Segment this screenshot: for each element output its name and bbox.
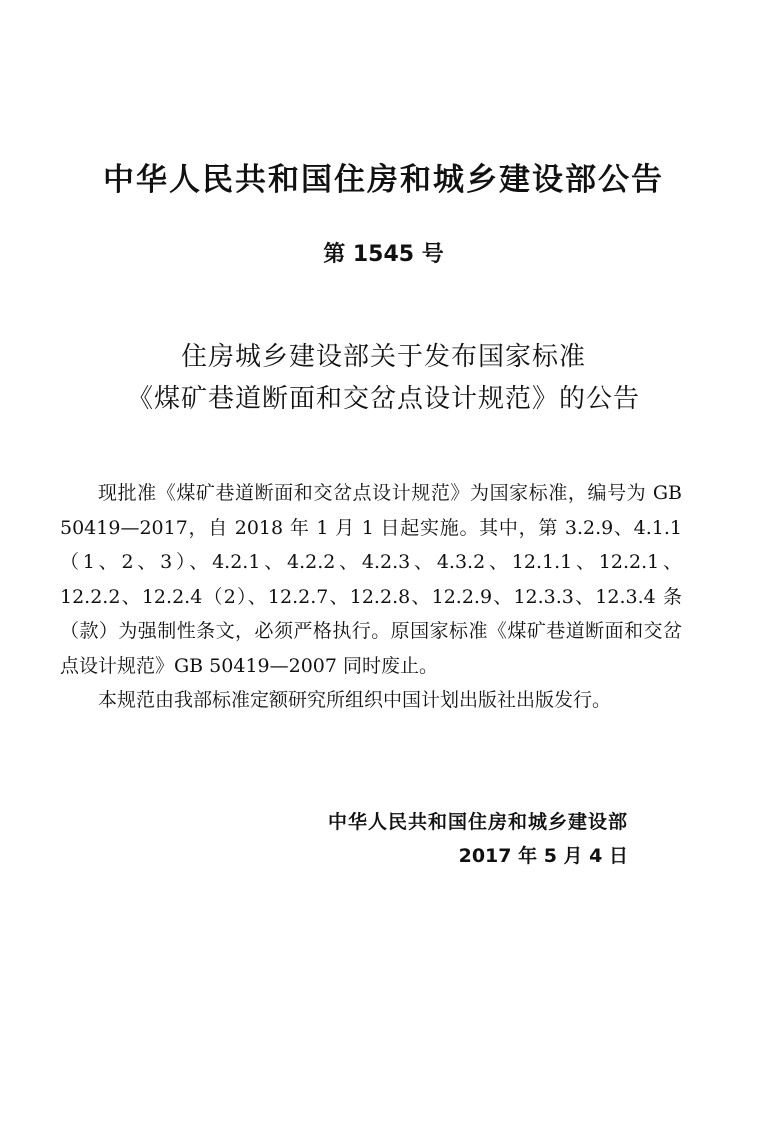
announcement-title: 中华人民共和国住房和城乡建设部公告 (103, 162, 664, 198)
issue-date: 2017 年 5 月 4 日 (458, 845, 628, 867)
announcement-body (60, 476, 682, 718)
announcement-number: 第 1545 号 (323, 242, 444, 267)
body-paragraph-2: 本规范由我部标准定额研究所组织中国计划出版社出版发行。 (98, 689, 612, 711)
announcement-subtitle (0, 336, 767, 420)
body-paragraph-1: 现批准《煤矿巷道断面和交岔点设计规范》为国家标准，编号为 GB 50419—2017，自 2018 年 1 月 1 日起实施。其中，第 3.2.9、4.1.1（1、2、3）、4.2.1、4.2.2、4.2.3、4.3.2、12.1.1、12.2.1、12.2.2、12.2.4（2）、12.2.7、12.2.8、12.2.9、12.3.3、12.3.4 条（款）为强制性条文，必须严格执行。原国家标准《煤矿巷道断面和交岔点设计规范》GB 50419—2007 同时废止。 (60, 482, 682, 677)
subtitle-line-2: 《煤矿巷道断面和交岔点设计规范》的公告 (126, 384, 640, 414)
subtitle-line-1: 住房城乡建设部关于发布国家标准 (180, 342, 586, 372)
issuing-organization: 中华人民共和国住房和城乡建设部 (327, 811, 628, 833)
